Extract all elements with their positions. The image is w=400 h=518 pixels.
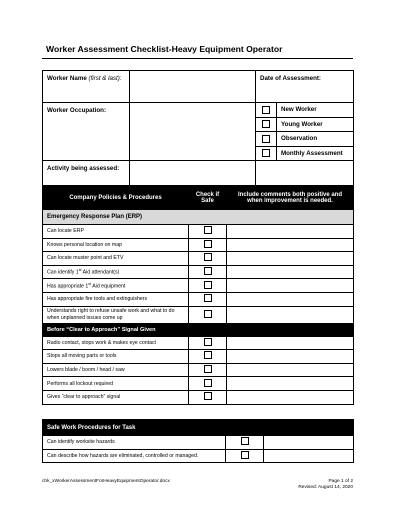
table-header-row <box>43 186 354 210</box>
checkbox[interactable] <box>262 106 270 114</box>
checkbox[interactable] <box>262 149 270 157</box>
column-header-check: Check if Safe <box>189 186 227 210</box>
safe-work-table <box>42 419 354 463</box>
table-row: Can locate ERP <box>43 225 354 239</box>
table-row: Performs all lockout required <box>43 377 354 391</box>
safe-checkbox[interactable] <box>204 294 212 302</box>
table-row: Lowers blade / boom / head / saw <box>43 363 354 377</box>
option-observation[interactable]: Observation <box>256 132 353 147</box>
safe-checkbox[interactable] <box>241 451 249 459</box>
table-row: Can describe how hazards are eliminated, controlled or managed. <box>43 449 354 463</box>
worker-name-label: Worker Name (first & last): <box>43 71 130 103</box>
comment-cell[interactable] <box>227 363 354 377</box>
safe-checkbox[interactable] <box>204 226 212 234</box>
safe-checkbox[interactable] <box>204 379 212 387</box>
footer-page-info <box>298 479 353 491</box>
checkbox[interactable] <box>262 135 270 143</box>
safe-checkbox[interactable] <box>204 267 212 275</box>
table-row: Has appropriate 1st Aid equipment <box>43 279 354 293</box>
comment-cell[interactable] <box>227 238 354 252</box>
section-header-clear-to-approach: Before “Clear to Approach” Signal Given <box>43 323 354 336</box>
table-row: Radio contact, stops work & makes eye contact <box>43 336 354 350</box>
column-header-comments: Include comments both positive and when improvement is needed. <box>227 186 354 210</box>
occupation-options <box>256 103 354 161</box>
option-young-worker[interactable]: Young Worker <box>256 118 353 133</box>
section-header-erp: Emergency Response Plan (ERP) <box>43 210 354 225</box>
safe-checkbox[interactable] <box>204 351 212 359</box>
safe-checkbox[interactable] <box>204 392 212 400</box>
safe-checkbox[interactable] <box>204 365 212 373</box>
safe-checkbox[interactable] <box>204 310 212 318</box>
document-title: Worker Assessment Checklist-Heavy Equipment Operator <box>46 44 283 54</box>
revised-date: Revised: August 14, 2020 <box>298 485 353 491</box>
comment-cell[interactable] <box>227 390 354 404</box>
safe-checkbox[interactable] <box>204 281 212 289</box>
table-row: Knows personal location on map <box>43 238 354 252</box>
page-number: Page 1 of 2 <box>328 479 353 484</box>
comment-cell[interactable] <box>227 292 354 306</box>
checklist-table <box>42 185 354 405</box>
comment-cell[interactable] <box>227 252 354 266</box>
safe-checkbox[interactable] <box>204 240 212 248</box>
option-monthly-assessment[interactable]: Monthly Assessment <box>256 147 353 161</box>
column-header-policies: Company Policies & Procedures <box>43 186 189 210</box>
comment-cell[interactable] <box>227 377 354 391</box>
comment-cell[interactable] <box>264 449 354 463</box>
comment-cell[interactable] <box>227 336 354 350</box>
comment-cell[interactable] <box>264 436 354 450</box>
comment-cell[interactable] <box>227 306 354 323</box>
table-row: Can identify worksite hazards <box>43 436 354 450</box>
table-row: Understands right to refuse unsafe work and what to do when unplanned issues come up <box>43 306 354 323</box>
table-row: Gives “clear to approach” signal <box>43 390 354 404</box>
safe-checkbox[interactable] <box>204 338 212 346</box>
table-row: Stops all moving parts or tools <box>43 350 354 364</box>
comment-cell[interactable] <box>227 279 354 293</box>
comment-cell[interactable] <box>227 225 354 239</box>
date-of-assessment-field[interactable] <box>256 71 354 103</box>
table-row: Can locate muster point and ETV <box>43 252 354 266</box>
comment-cell[interactable] <box>227 350 354 364</box>
comment-cell[interactable] <box>227 265 354 279</box>
safe-checkbox[interactable] <box>241 437 249 445</box>
table-row: Has appropriate fire tools and extinguishers <box>43 292 354 306</box>
date-label: Date of Assessment: <box>260 75 321 82</box>
occupation-field[interactable] <box>130 103 256 161</box>
table-row: Can identify 1st Aid attendant(s) <box>43 265 354 279</box>
safe-checkbox[interactable] <box>204 253 212 261</box>
option-new-worker[interactable]: New Worker <box>256 103 353 118</box>
footer-filename: chk_xWorkerAssessmentForHeavyEquipmentOperator.docx <box>42 479 170 484</box>
activity-label: Activity being assessed: <box>43 161 130 189</box>
worker-info-table <box>42 70 354 189</box>
checkbox[interactable] <box>262 120 270 128</box>
occupation-label: Worker Occupation: <box>43 103 130 161</box>
title-divider <box>42 58 353 59</box>
worker-name-field[interactable] <box>130 71 256 103</box>
section-header-safe-work: Safe Work Procedures for Task <box>43 420 354 436</box>
